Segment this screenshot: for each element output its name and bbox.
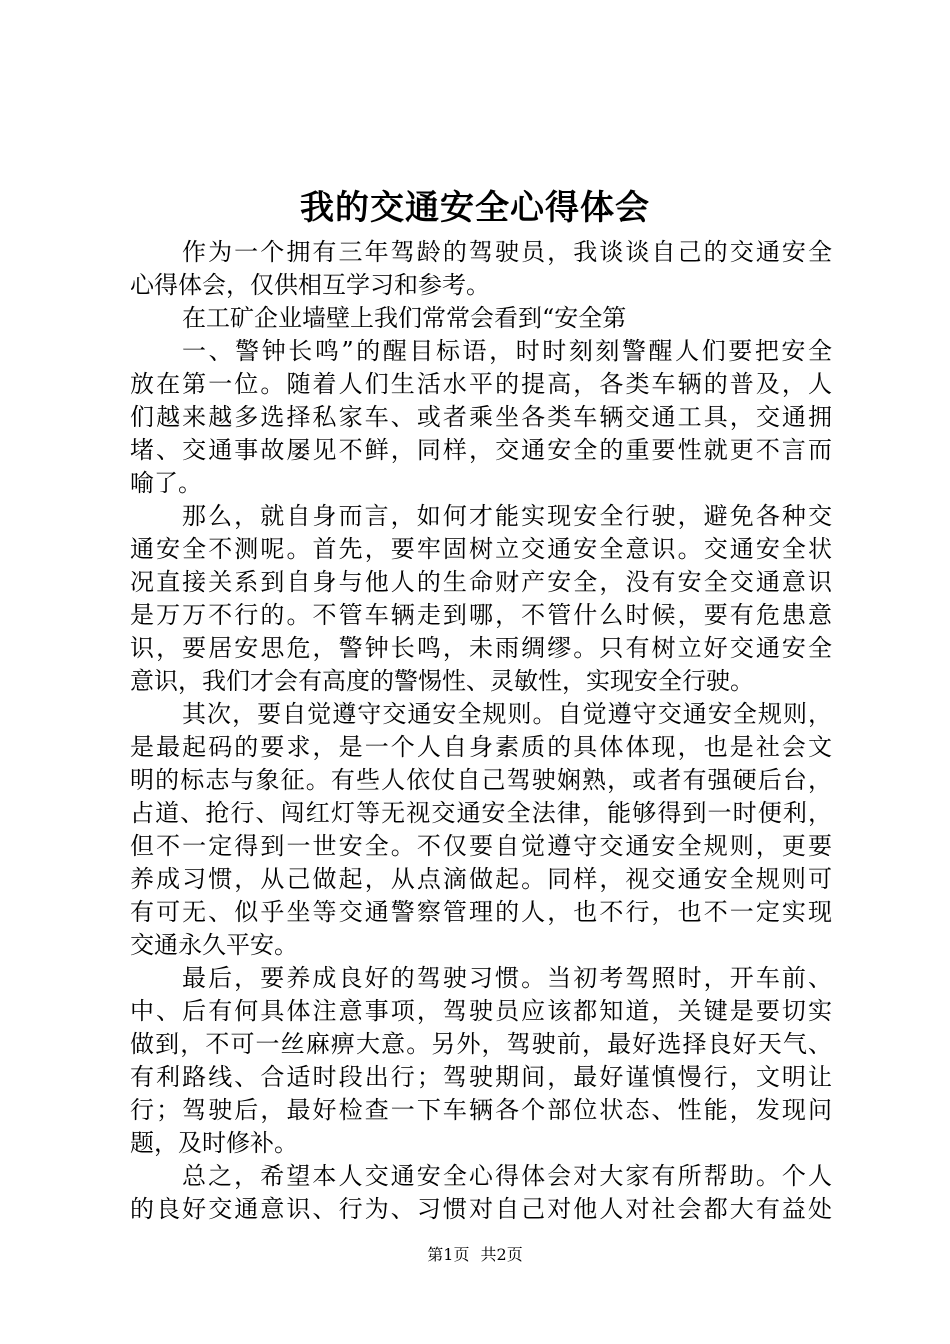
- text-line: 题，及时修补。: [130, 1129, 298, 1157]
- text-line: 堵、交通事故屡见不鲜，同样，交通安全的重要性就更不言而: [130, 436, 832, 464]
- text-line: 在工矿企业墙壁上我们常常会看到“安全第: [182, 304, 627, 332]
- text-line: 有利路线、合适时段出行；驾驶期间，最好谨慎慢行，文明让: [130, 1063, 832, 1091]
- text-line: 放在第一位。随着人们生活水平的提高，各类车辆的普及，人: [130, 370, 832, 398]
- text-line: 的良好交通意识、行为、习惯对自己对他人对社会都大有益处: [130, 1195, 832, 1223]
- text-line: 那么，就自身而言，如何才能实现安全行驶，避免各种交: [182, 502, 832, 530]
- page-footer: [0, 1245, 950, 1265]
- text-line: 识，要居安思危，警钟长鸣，未雨绸缪。只有树立好交通安全: [130, 634, 832, 662]
- text-line: 最后，要养成良好的驾驶习惯。当初考驾照时，开车前、: [182, 964, 832, 992]
- text-line: 养成习惯，从己做起，从点滴做起。同样，视交通安全规则可: [130, 865, 832, 893]
- text-line: 一、警钟长鸣”的醒目标语，时时刻刻警醒人们要把安全: [182, 337, 832, 365]
- text-line: 作为一个拥有三年驾龄的驾驶员，我谈谈自己的交通安全: [182, 238, 832, 266]
- text-line: 做到，不可一丝麻痹大意。另外，驾驶前，最好选择良好天气、: [130, 1030, 832, 1058]
- text-line: 占道、抢行、闯红灯等无视交通安全法律，能够得到一时便利，: [130, 799, 832, 827]
- text-line: 中、后有何具体注意事项，驾驶员应该都知道，关键是要切实: [130, 997, 832, 1025]
- text-line: 意识，我们才会有高度的警惕性、灵敏性，实现安全行驶。: [130, 667, 754, 695]
- text-line: 是万万不行的。不管车辆走到哪，不管什么时候，要有危患意: [130, 601, 832, 629]
- document-title: 我的交通安全心得体会: [300, 188, 650, 228]
- document-body: [130, 236, 832, 1226]
- text-line: 喻了。: [130, 469, 202, 497]
- text-line: 是最起码的要求，是一个人自身素质的具体体现，也是社会文: [130, 733, 832, 761]
- page-number: 第1页: [427, 1245, 470, 1264]
- page-total: 共2页: [480, 1245, 523, 1264]
- text-line: 心得体会，仅供相互学习和参考。: [130, 271, 490, 299]
- text-line: 们越来越多选择私家车、或者乘坐各类车辆交通工具，交通拥: [130, 403, 832, 431]
- text-line: 总之，希望本人交通安全心得体会对大家有所帮助。个人: [182, 1162, 832, 1190]
- text-line: 通安全不测呢。首先，要牢固树立交通安全意识。交通安全状: [130, 535, 832, 563]
- text-line: 况直接关系到自身与他人的生命财产安全，没有安全交通意识: [130, 568, 832, 596]
- text-line: 交通永久平安。: [130, 931, 298, 959]
- text-line: 明的标志与象征。有些人依仗自己驾驶娴熟，或者有强硬后台，: [130, 766, 832, 794]
- text-line: 行；驾驶后，最好检查一下车辆各个部位状态、性能，发现问: [130, 1096, 832, 1124]
- text-line: 其次，要自觉遵守交通安全规则。自觉遵守交通安全规则，: [182, 700, 832, 728]
- text-line: 但不一定得到一世安全。不仅要自觉遵守交通安全规则，更要: [130, 832, 832, 860]
- text-line: 有可无、似乎坐等交通警察管理的人，也不行，也不一定实现: [130, 898, 832, 926]
